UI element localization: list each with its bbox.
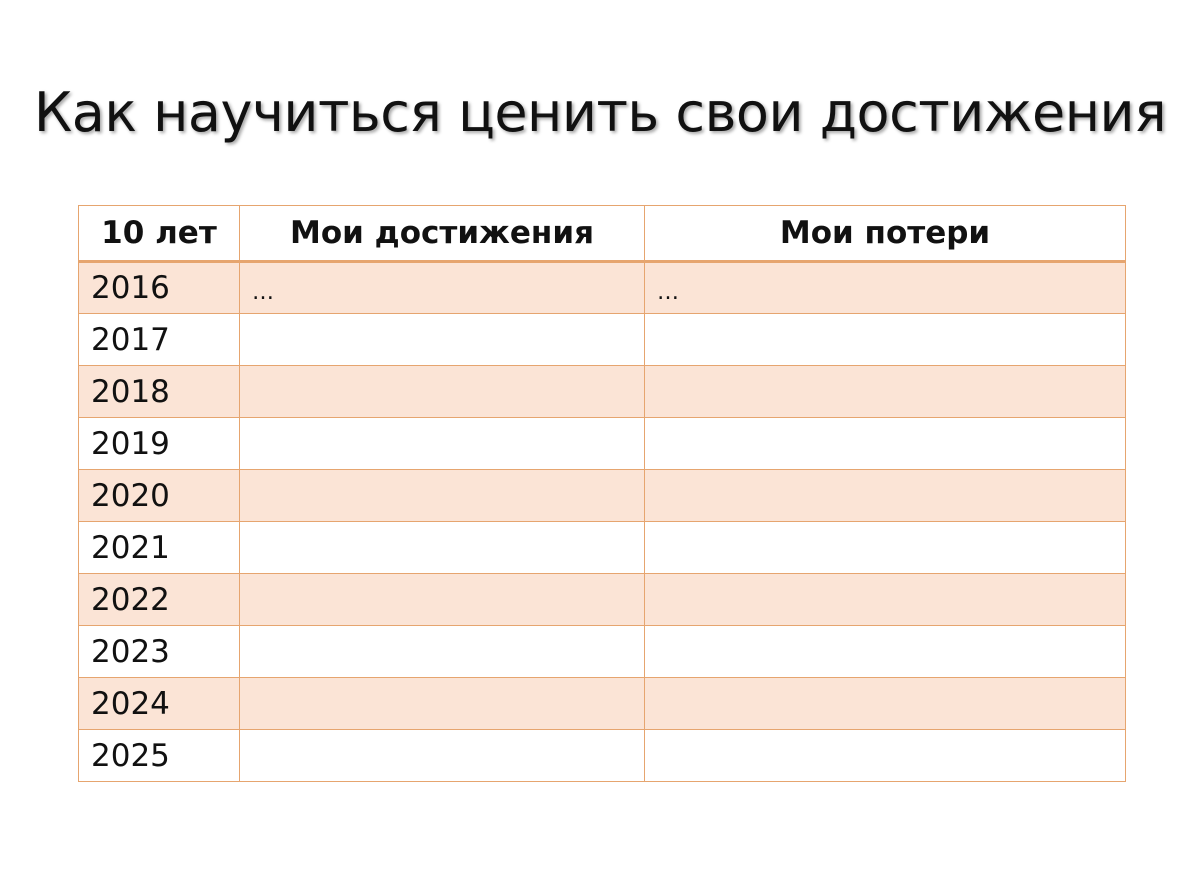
achievements-cell: [240, 574, 645, 626]
table-row: [79, 626, 1126, 678]
table-row: [79, 522, 1126, 574]
achievements-cell: [240, 626, 645, 678]
achievements-cell: [240, 418, 645, 470]
achievements-cell: [240, 366, 645, 418]
table-row: [79, 314, 1126, 366]
table-row: [79, 678, 1126, 730]
losses-cell: …: [645, 262, 1126, 314]
achievements-cell: [240, 730, 645, 782]
slide-title: Как научиться ценить свои достижения: [33, 81, 1167, 144]
header-achievements: Мои достижения: [240, 206, 645, 262]
achievements-table: [78, 205, 1126, 782]
table-row: [79, 470, 1126, 522]
header-years: 10 лет: [79, 206, 240, 262]
year-cell: 2017: [79, 314, 240, 366]
losses-cell: [645, 574, 1126, 626]
table-row: [79, 574, 1126, 626]
year-cell: 2022: [79, 574, 240, 626]
year-cell: 2019: [79, 418, 240, 470]
year-cell: 2018: [79, 366, 240, 418]
year-cell: 2020: [79, 470, 240, 522]
losses-cell: [645, 470, 1126, 522]
header-losses: Мои потери: [645, 206, 1126, 262]
table-row: [79, 730, 1126, 782]
year-cell: 2016: [79, 262, 240, 314]
losses-cell: [645, 678, 1126, 730]
achievements-cell: [240, 314, 645, 366]
losses-cell: [645, 522, 1126, 574]
losses-cell: [645, 314, 1126, 366]
achievements-cell: …: [240, 262, 645, 314]
losses-cell: [645, 626, 1126, 678]
losses-cell: [645, 418, 1126, 470]
table-row: [79, 418, 1126, 470]
table-row: [79, 262, 1126, 314]
year-cell: 2021: [79, 522, 240, 574]
year-cell: 2024: [79, 678, 240, 730]
achievements-cell: [240, 522, 645, 574]
year-cell: 2025: [79, 730, 240, 782]
table-row: [79, 366, 1126, 418]
losses-cell: [645, 730, 1126, 782]
losses-cell: [645, 366, 1126, 418]
table-header-row: [79, 206, 1126, 262]
year-cell: 2023: [79, 626, 240, 678]
achievements-cell: [240, 678, 645, 730]
achievements-cell: [240, 470, 645, 522]
